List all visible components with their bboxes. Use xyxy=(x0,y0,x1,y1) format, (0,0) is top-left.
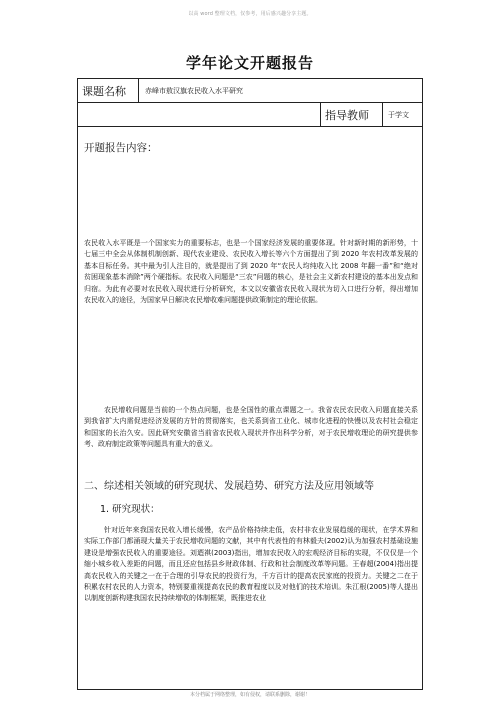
report-heading: 开题报告内容： xyxy=(84,142,158,154)
footer-note: 本分档属于网络整理，如有侵权，请联系删除，谢谢！ xyxy=(189,692,310,698)
document-title: 学年论文开题报告 xyxy=(185,54,314,72)
header-note: 以高 word 整理文档，仅参考，用后感兴趣分享主题。 xyxy=(188,11,312,17)
advisor-label: 指导教师 xyxy=(320,103,382,126)
topic-label: 课题名称 xyxy=(82,84,126,98)
proposal-table xyxy=(77,78,423,690)
section-2-heading: 二、综述相关领域的研究现状、发展趋势、研究方法及应用领域等 xyxy=(84,481,374,492)
topic-row xyxy=(78,79,422,103)
paragraph-2: 农民增收问题是当前的一个热点问题，也是全国性的重点课题之一。我省农民农民收入问题直接关系到我省扩大内需促进经济发展的方针的贯彻落实，也关系到省工业化、城市化进程的快慢以及农村社会稳定和国家的长治久安。因此研究安徽省当前省农民收入现状并作出科学分析，对于农民增收理论的研究提供参考、政府制定政策等问题具有重大的意义。 xyxy=(84,406,418,449)
topic-value: 赤峰市敖汉旗农民收入水平研究 xyxy=(138,79,422,102)
advisor-value: 于学文 xyxy=(382,103,422,126)
advisor-row xyxy=(78,103,422,127)
paragraph-1: 农民收入水平既是一个国家实力的重要标志，也是一个国家经济发展的重要体现。针对新时期的新形势，十七届三中全会从体制机制创新、现代农业建设、农民收入增长等六个方面提出了到 2020 年农村改革发展的基本目标任务。其中最为引人注目的，就是提出了到 2020 年“农民人均纯收入比 2008 年翻一番”和“绝对贫困现象基本消除”两个硬指标。农民收入问题是“三农”问题的核心，是社会主义新农村建设的基本出发点和归宿。为此有必要对农民收入现状进行分析研究，本文以安徽省农民收入现状为切入口进行分析，得出增加农民收入的途径，为国家早日解决农民增收难问题提供政策制定的理论依据。 xyxy=(84,239,418,305)
subsection-1-heading: 1. 研究现状： xyxy=(100,504,160,515)
paragraph-3: 针对近年来我国农民收入增长缓慢，农产品价格持续走低，农村非农业发展趋缓的现状，在学术界和实际工作部门都涌现大量关于农民增收问题的文献，其中有代表性的有林毅夫(2002)认为加强农村基础设施建设是增强农民收入的重要途径。刘迺祺(2003)指出，增加农民收入的宏观经济目标的实现，不仅仅是一个缩小城乡收入差距的问题，而且还应包括县乡财政体制、行政和社会制度改革等问题。王春超(2004)指出提高农民收入的关键之一在于合理的引导农民的投资行为，千方百计的提高农民家庭的投资力。关键之二在于积累农村农民的人力资本，特别要重视提高农民的教育程度以及对他们的技术培训。朱江根(2005)等人提出以制度创新构建我国农民持续增收的体制框架，既推进农业 xyxy=(84,526,418,603)
